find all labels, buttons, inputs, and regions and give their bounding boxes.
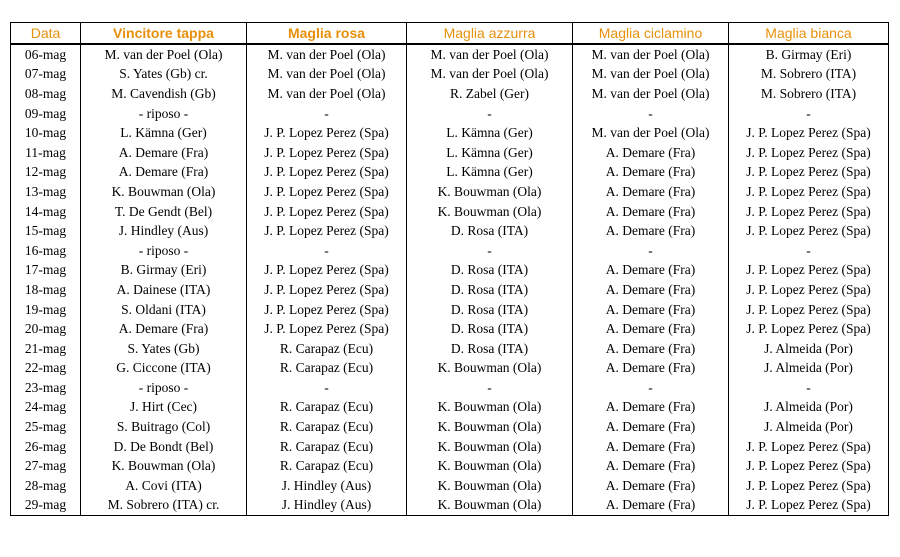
cell-maglia-rosa: R. Carapaz (Ecu) <box>247 359 407 379</box>
cell-stage-winner: D. De Bondt (Bel) <box>81 437 247 457</box>
cell-maglia-azzurra: K. Bouwman (Ola) <box>407 456 573 476</box>
cell-maglia-azzurra: L. Kämna (Ger) <box>407 123 573 143</box>
cell-maglia-azzurra: K. Bouwman (Ola) <box>407 398 573 418</box>
cell-maglia-rosa: J. P. Lopez Perez (Spa) <box>247 163 407 183</box>
cell-date: 19-mag <box>11 300 81 320</box>
cell-maglia-bianca: J. P. Lopez Perez (Spa) <box>729 163 889 183</box>
cell-maglia-bianca: J. P. Lopez Perez (Spa) <box>729 437 889 457</box>
cell-stage-winner: K. Bouwman (Ola) <box>81 182 247 202</box>
cell-stage-winner: S. Oldani (ITA) <box>81 300 247 320</box>
stage-results-sheet <box>10 22 888 516</box>
cell-maglia-azzurra: L. Kämna (Ger) <box>407 163 573 183</box>
cell-maglia-rosa: - <box>247 378 407 398</box>
cell-stage-winner: S. Yates (Gb) <box>81 339 247 359</box>
cell-stage-winner: G. Ciccone (ITA) <box>81 359 247 379</box>
table-row <box>11 44 889 65</box>
cell-stage-winner: A. Covi (ITA) <box>81 476 247 496</box>
cell-maglia-bianca: J. P. Lopez Perez (Spa) <box>729 182 889 202</box>
cell-maglia-azzurra: K. Bouwman (Ola) <box>407 476 573 496</box>
cell-maglia-azzurra: K. Bouwman (Ola) <box>407 496 573 516</box>
cell-maglia-rosa: J. P. Lopez Perez (Spa) <box>247 143 407 163</box>
table-row <box>11 241 889 261</box>
cell-date: 26-mag <box>11 437 81 457</box>
cell-maglia-rosa: J. Hindley (Aus) <box>247 496 407 516</box>
table-row <box>11 104 889 124</box>
cell-maglia-ciclamino: A. Demare (Fra) <box>573 359 729 379</box>
cell-maglia-azzurra: - <box>407 104 573 124</box>
cell-maglia-rosa: - <box>247 241 407 261</box>
cell-date: 09-mag <box>11 104 81 124</box>
cell-maglia-ciclamino: - <box>573 378 729 398</box>
cell-maglia-bianca: J. P. Lopez Perez (Spa) <box>729 300 889 320</box>
table-row <box>11 202 889 222</box>
cell-stage-winner: M. Cavendish (Gb) <box>81 84 247 104</box>
cell-maglia-bianca: J. Almeida (Por) <box>729 398 889 418</box>
cell-stage-winner: T. De Gendt (Bel) <box>81 202 247 222</box>
table-row <box>11 123 889 143</box>
table-row <box>11 378 889 398</box>
cell-date: 18-mag <box>11 280 81 300</box>
cell-maglia-azzurra: K. Bouwman (Ola) <box>407 202 573 222</box>
cell-maglia-rosa: J. P. Lopez Perez (Spa) <box>247 221 407 241</box>
cell-maglia-rosa: J. P. Lopez Perez (Spa) <box>247 261 407 281</box>
cell-maglia-ciclamino: A. Demare (Fra) <box>573 182 729 202</box>
cell-maglia-ciclamino: M. van der Poel (Ola) <box>573 123 729 143</box>
cell-stage-winner: L. Kämna (Ger) <box>81 123 247 143</box>
cell-maglia-bianca: J. P. Lopez Perez (Spa) <box>729 476 889 496</box>
table-row <box>11 143 889 163</box>
table-row <box>11 221 889 241</box>
cell-maglia-azzurra: M. van der Poel (Ola) <box>407 44 573 65</box>
cell-maglia-ciclamino: M. van der Poel (Ola) <box>573 44 729 65</box>
cell-stage-winner: A. Demare (Fra) <box>81 319 247 339</box>
cell-maglia-rosa: J. P. Lopez Perez (Spa) <box>247 202 407 222</box>
cell-maglia-rosa: R. Carapaz (Ecu) <box>247 437 407 457</box>
cell-date: 06-mag <box>11 44 81 65</box>
cell-date: 14-mag <box>11 202 81 222</box>
cell-maglia-bianca: J. Almeida (Por) <box>729 359 889 379</box>
cell-maglia-azzurra: K. Bouwman (Ola) <box>407 437 573 457</box>
cell-stage-winner: K. Bouwman (Ola) <box>81 456 247 476</box>
cell-maglia-rosa: J. P. Lopez Perez (Spa) <box>247 319 407 339</box>
cell-stage-winner: M. van der Poel (Ola) <box>81 44 247 65</box>
table-row <box>11 280 889 300</box>
cell-maglia-ciclamino: A. Demare (Fra) <box>573 221 729 241</box>
cell-maglia-ciclamino: A. Demare (Fra) <box>573 280 729 300</box>
cell-maglia-rosa: J. P. Lopez Perez (Spa) <box>247 280 407 300</box>
cell-date: 16-mag <box>11 241 81 261</box>
cell-maglia-ciclamino: - <box>573 104 729 124</box>
cell-date: 27-mag <box>11 456 81 476</box>
cell-maglia-bianca: J. P. Lopez Perez (Spa) <box>729 280 889 300</box>
results-table <box>10 22 889 516</box>
cell-date: 29-mag <box>11 496 81 516</box>
cell-maglia-azzurra: - <box>407 378 573 398</box>
cell-date: 13-mag <box>11 182 81 202</box>
table-body <box>11 44 889 516</box>
cell-maglia-bianca: J. P. Lopez Perez (Spa) <box>729 143 889 163</box>
cell-maglia-azzurra: K. Bouwman (Ola) <box>407 417 573 437</box>
cell-maglia-ciclamino: - <box>573 241 729 261</box>
cell-date: 23-mag <box>11 378 81 398</box>
table-header <box>11 23 889 45</box>
cell-stage-winner: S. Yates (Gb) cr. <box>81 65 247 85</box>
cell-maglia-rosa: R. Carapaz (Ecu) <box>247 417 407 437</box>
cell-maglia-bianca: - <box>729 378 889 398</box>
header-row <box>11 23 889 45</box>
cell-date: 20-mag <box>11 319 81 339</box>
table-row <box>11 417 889 437</box>
table-row <box>11 359 889 379</box>
table-row <box>11 84 889 104</box>
cell-maglia-rosa: J. P. Lopez Perez (Spa) <box>247 123 407 143</box>
cell-date: 12-mag <box>11 163 81 183</box>
cell-maglia-bianca: J. P. Lopez Perez (Spa) <box>729 261 889 281</box>
cell-stage-winner: A. Demare (Fra) <box>81 163 247 183</box>
cell-maglia-ciclamino: A. Demare (Fra) <box>573 496 729 516</box>
cell-maglia-azzurra: D. Rosa (ITA) <box>407 261 573 281</box>
table-row <box>11 182 889 202</box>
cell-maglia-bianca: J. P. Lopez Perez (Spa) <box>729 202 889 222</box>
cell-date: 28-mag <box>11 476 81 496</box>
cell-date: 24-mag <box>11 398 81 418</box>
cell-stage-winner: - riposo - <box>81 378 247 398</box>
cell-maglia-ciclamino: M. van der Poel (Ola) <box>573 84 729 104</box>
cell-maglia-bianca: M. Sobrero (ITA) <box>729 84 889 104</box>
header-stage-winner: Vincitore tappa <box>81 23 247 45</box>
cell-maglia-rosa: - <box>247 104 407 124</box>
cell-stage-winner: - riposo - <box>81 104 247 124</box>
cell-stage-winner: - riposo - <box>81 241 247 261</box>
cell-maglia-bianca: J. Almeida (Por) <box>729 339 889 359</box>
cell-maglia-azzurra: K. Bouwman (Ola) <box>407 182 573 202</box>
cell-date: 17-mag <box>11 261 81 281</box>
table-row <box>11 398 889 418</box>
cell-maglia-rosa: M. van der Poel (Ola) <box>247 44 407 65</box>
cell-stage-winner: A. Demare (Fra) <box>81 143 247 163</box>
cell-maglia-rosa: R. Carapaz (Ecu) <box>247 456 407 476</box>
cell-maglia-ciclamino: A. Demare (Fra) <box>573 163 729 183</box>
cell-maglia-ciclamino: A. Demare (Fra) <box>573 417 729 437</box>
table-row <box>11 437 889 457</box>
cell-maglia-bianca: M. Sobrero (ITA) <box>729 65 889 85</box>
table-row <box>11 319 889 339</box>
cell-maglia-bianca: B. Girmay (Eri) <box>729 44 889 65</box>
cell-maglia-ciclamino: M. van der Poel (Ola) <box>573 65 729 85</box>
cell-maglia-azzurra: K. Bouwman (Ola) <box>407 359 573 379</box>
cell-maglia-ciclamino: A. Demare (Fra) <box>573 261 729 281</box>
cell-maglia-bianca: - <box>729 104 889 124</box>
cell-date: 21-mag <box>11 339 81 359</box>
cell-maglia-ciclamino: A. Demare (Fra) <box>573 339 729 359</box>
cell-maglia-azzurra: D. Rosa (ITA) <box>407 319 573 339</box>
table-row <box>11 65 889 85</box>
cell-maglia-ciclamino: A. Demare (Fra) <box>573 202 729 222</box>
table-row <box>11 476 889 496</box>
cell-date: 15-mag <box>11 221 81 241</box>
cell-maglia-azzurra: - <box>407 241 573 261</box>
cell-maglia-ciclamino: A. Demare (Fra) <box>573 456 729 476</box>
table-row <box>11 261 889 281</box>
table-row <box>11 339 889 359</box>
header-maglia-azzurra: Maglia azzurra <box>407 23 573 45</box>
cell-maglia-azzurra: D. Rosa (ITA) <box>407 300 573 320</box>
cell-stage-winner: J. Hindley (Aus) <box>81 221 247 241</box>
cell-stage-winner: S. Buitrago (Col) <box>81 417 247 437</box>
cell-maglia-ciclamino: A. Demare (Fra) <box>573 319 729 339</box>
cell-date: 08-mag <box>11 84 81 104</box>
cell-maglia-ciclamino: A. Demare (Fra) <box>573 437 729 457</box>
cell-maglia-rosa: R. Carapaz (Ecu) <box>247 339 407 359</box>
cell-maglia-azzurra: M. van der Poel (Ola) <box>407 65 573 85</box>
cell-maglia-bianca: J. P. Lopez Perez (Spa) <box>729 496 889 516</box>
header-maglia-bianca: Maglia bianca <box>729 23 889 45</box>
cell-date: 22-mag <box>11 359 81 379</box>
cell-maglia-rosa: J. Hindley (Aus) <box>247 476 407 496</box>
cell-maglia-rosa: J. P. Lopez Perez (Spa) <box>247 182 407 202</box>
cell-maglia-rosa: M. van der Poel (Ola) <box>247 84 407 104</box>
cell-date: 25-mag <box>11 417 81 437</box>
cell-maglia-rosa: M. van der Poel (Ola) <box>247 65 407 85</box>
cell-maglia-azzurra: D. Rosa (ITA) <box>407 280 573 300</box>
table-row <box>11 163 889 183</box>
header-maglia-rosa: Maglia rosa <box>247 23 407 45</box>
table-row <box>11 496 889 516</box>
cell-stage-winner: J. Hirt (Cec) <box>81 398 247 418</box>
cell-maglia-azzurra: L. Kämna (Ger) <box>407 143 573 163</box>
cell-maglia-ciclamino: A. Demare (Fra) <box>573 143 729 163</box>
cell-maglia-azzurra: D. Rosa (ITA) <box>407 221 573 241</box>
cell-maglia-azzurra: D. Rosa (ITA) <box>407 339 573 359</box>
cell-date: 11-mag <box>11 143 81 163</box>
cell-maglia-ciclamino: A. Demare (Fra) <box>573 398 729 418</box>
cell-maglia-ciclamino: A. Demare (Fra) <box>573 476 729 496</box>
header-maglia-ciclamino: Maglia ciclamino <box>573 23 729 45</box>
cell-maglia-bianca: J. P. Lopez Perez (Spa) <box>729 123 889 143</box>
header-data: Data <box>11 23 81 45</box>
cell-date: 10-mag <box>11 123 81 143</box>
cell-stage-winner: B. Girmay (Eri) <box>81 261 247 281</box>
cell-maglia-bianca: J. P. Lopez Perez (Spa) <box>729 221 889 241</box>
cell-maglia-azzurra: R. Zabel (Ger) <box>407 84 573 104</box>
table-row <box>11 456 889 476</box>
cell-maglia-rosa: J. P. Lopez Perez (Spa) <box>247 300 407 320</box>
cell-date: 07-mag <box>11 65 81 85</box>
cell-maglia-bianca: J. P. Lopez Perez (Spa) <box>729 456 889 476</box>
cell-maglia-ciclamino: A. Demare (Fra) <box>573 300 729 320</box>
cell-stage-winner: M. Sobrero (ITA) cr. <box>81 496 247 516</box>
table-row <box>11 300 889 320</box>
cell-maglia-bianca: J. Almeida (Por) <box>729 417 889 437</box>
cell-maglia-bianca: J. P. Lopez Perez (Spa) <box>729 319 889 339</box>
cell-maglia-bianca: - <box>729 241 889 261</box>
cell-maglia-rosa: R. Carapaz (Ecu) <box>247 398 407 418</box>
cell-stage-winner: A. Dainese (ITA) <box>81 280 247 300</box>
